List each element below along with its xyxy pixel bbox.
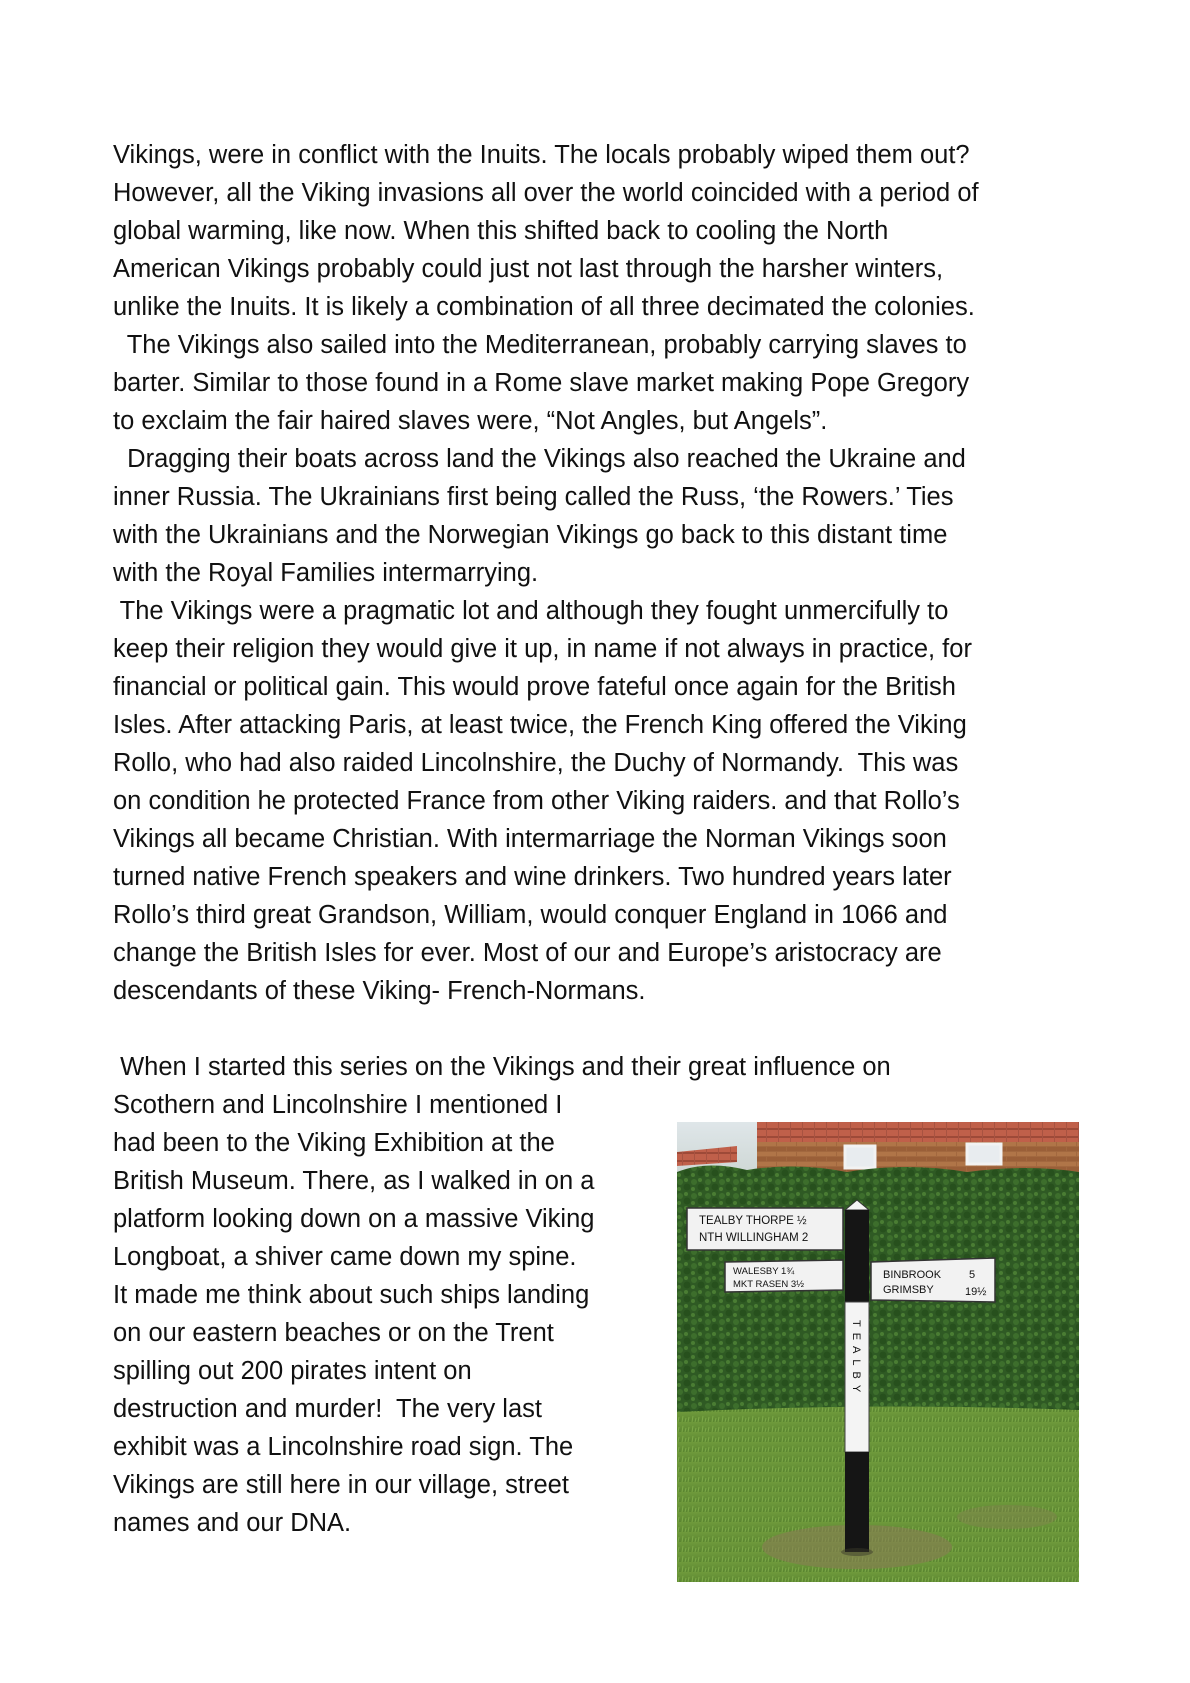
closing-line: When I started this series on the Vikings and their great influence on [113,1053,891,1081]
body-line: Vikings all became Christian. With intermarriage the Norman Vikings soon [113,825,947,853]
closing-line: spilling out 200 pirates intent on [113,1357,472,1385]
closing-line: British Museum. There, as I walked in on a [113,1167,595,1195]
closing-line: had been to the Viking Exhibition at the [113,1129,555,1157]
sign-arm1-line2: NTH WILLINGHAM 2 [699,1232,809,1244]
sign-post-label: TEALBY [850,1320,862,1399]
sign-arm2-line1: WALESBY 1¾ [733,1266,795,1277]
body-line: Rollo, who had also raided Lincolnshire, the Duchy of Normandy. This was [113,749,959,777]
closing-line: exhibit was a Lincolnshire road sign. The [113,1433,574,1461]
body-line: global warming, like now. When this shifted back to cooling the North [113,217,889,245]
body-line: with the Ukrainians and the Norwegian Vikings go back to this distant time [113,521,948,549]
body-line: descendants of these Viking- French-Normans. [113,977,646,1005]
body-line: Isles. After attacking Paris, at least twice, the French King offered the Viking [113,711,967,739]
body-line: keep their religion they would give it up, in name if not always in practice, for [113,635,972,663]
closing-line: Vikings are still here in our village, street [113,1471,569,1499]
body-line: The Vikings were a pragmatic lot and although they fought unmercifully to [113,597,949,625]
body-line: change the British Isles for ever. Most of our and Europe’s aristocracy are [113,939,942,967]
body-line: However, all the Viking invasions all over the world coincided with a period of [113,179,979,207]
sign-arm3-dist2: 19½ [965,1286,987,1298]
sign-arm3-line2: GRIMSBY [883,1284,934,1296]
sign-arm3-line1: BINBROOK [883,1269,942,1281]
body-line: Rollo’s third great Grandson, William, would conquer England in 1066 and [113,901,948,929]
closing-line: destruction and murder! The very last [113,1395,542,1423]
closing-line: Scothern and Lincolnshire I mentioned I [113,1091,563,1119]
body-line: with the Royal Families intermarrying. [113,559,539,587]
sign-arm2-line2: MKT RASEN 3½ [733,1279,805,1290]
body-line: unlike the Inuits. It is likely a combination of all three decimated the colonies. [113,293,975,321]
body-line: American Vikings probably could just not last through the harsher winters, [113,255,944,283]
body-line: financial or political gain. This would prove fateful once again for the British [113,673,956,701]
signpost-photo [677,1122,1079,1582]
body-line: barter. Similar to those found in a Rome slave market making Pope Gregory [113,369,970,397]
closing-line: It made me think about such ships landing [113,1281,590,1309]
body-line: The Vikings also sailed into the Mediterranean, probably carrying slaves to [113,331,967,359]
body-line: Dragging their boats across land the Vikings also reached the Ukraine and [113,445,966,473]
body-line: turned native French speakers and wine drinkers. Two hundred years later [113,863,952,891]
closing-line: platform looking down on a massive Viking [113,1205,595,1233]
closing-line: Longboat, a shiver came down my spine. [113,1243,577,1271]
body-line: inner Russia. The Ukrainians first being called the Russ, ‘the Rowers.’ Ties [113,483,954,511]
closing-line: names and our DNA. [113,1509,352,1537]
body-line: on condition he protected France from other Viking raiders. and that Rollo’s [113,787,960,815]
body-line: Vikings, were in conflict with the Inuits. The locals probably wiped them out? [113,141,970,169]
sign-arm1-line1: TEALBY THORPE ½ [699,1215,807,1227]
sign-arm3-dist1: 5 [969,1269,976,1281]
closing-line: on our eastern beaches or on the Trent [113,1319,554,1347]
body-line: to exclaim the fair haired slaves were, “Not Angles, but Angels”. [113,407,828,435]
